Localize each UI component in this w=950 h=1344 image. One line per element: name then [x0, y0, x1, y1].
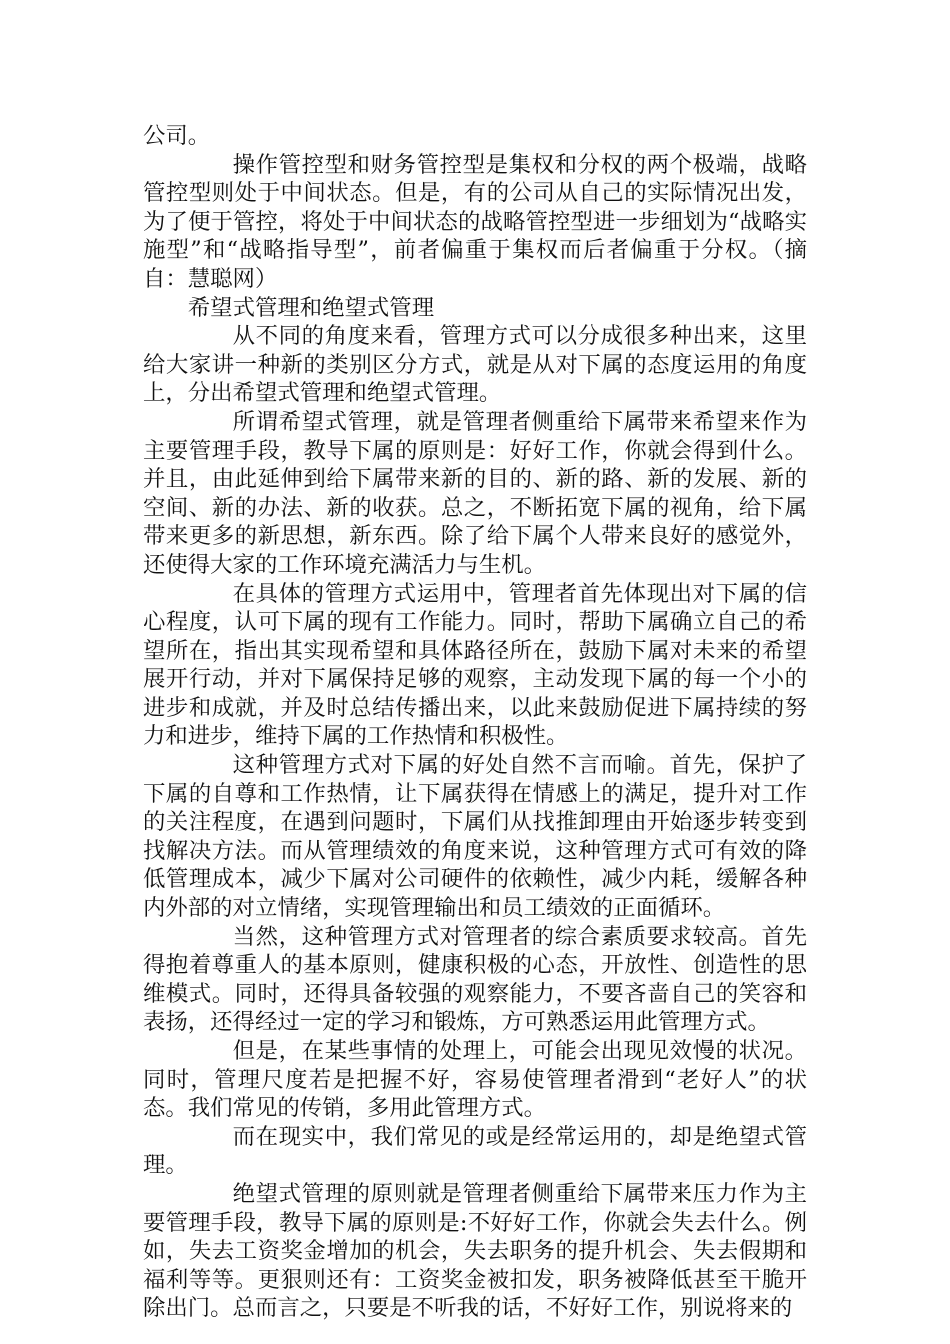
paragraph-hope-benefits: 这种管理方式对下属的好处自然不言而喻。首先，保护了下属的自尊和工作热情，让下属获得在情感上的满足，提升对工作的关注程度，在遇到问题时，下属们从找推卸理由开始逐步转变到找解决方法。而从管理绩效的角度来说，这种管理方式可有效的降低管理成本，减少下属对公司硬件的依赖性，减少内耗，缓解各种内外部的对立情绪，实现管理输出和员工绩效的正面循环。: [143, 752, 807, 922]
paragraph-hope-drawbacks: 但是，在某些事情的处理上，可能会出现见效慢的状况。同时，管理尺度若是把握不好，容易使管理者滑到“老好人”的状态。我们常见的传销，多用此管理方式。: [143, 1038, 807, 1122]
paragraph-control-types: 操作管控型和财务管控型是集权和分权的两个极端，战略管控型则处于中间状态。但是，有的公司从自己的实际情况出发，为了便于管控，将处于中间状态的战略管控型进一步细划为“战略实施型”和“战略指导型”，前者偏重于集权而后者偏重于分权。（摘自：慧聪网）: [143, 151, 807, 292]
paragraph-hope-definition: 所谓希望式管理，就是管理者侧重给下属带来希望来作为主要管理手段，教导下属的原则是：好好工作，你就会得到什么。并且，由此延伸到给下属带来新的目的、新的路、新的发展、新的空间、新的办法、新的收获。总之，不断拓宽下属的视角，给下属带来更多的新思想，新东西。除了给下属个人带来良好的感觉外，还使得大家的工作环境充满活力与生机。: [143, 408, 807, 578]
paragraph-company-end: 公司。: [143, 123, 211, 149]
section-heading: 希望式管理和绝望式管理: [187, 294, 435, 321]
paragraph-hope-practice: 在具体的管理方式运用中，管理者首先体现出对下属的信心程度，认可下属的现有工作能力。同时，帮助下属确立自己的希望所在，指出其实现希望和具体路径所在，鼓励下属对未来的希望展开行动，并对下属保持足够的观察，主动发现下属的每一个小的进步和成就，并及时总结传播出来，以此来鼓励促进下属持续的努力和进步，维持下属的工作热情和积极性。: [143, 580, 807, 750]
paragraph-reality: 而在现实中，我们常见的或是经常运用的，却是绝望式管理。: [143, 1123, 807, 1179]
document-page: [143, 122, 807, 1323]
paragraph-despair-definition: 绝望式管理的原则就是管理者侧重给下属带来压力作为主要管理手段，教导下属的原则是:不好好工作，你就会失去什么。例如，失去工资奖金增加的机会，失去职务的提升机会、失去假期和福利等等。更狠则还有：工资奖金被扣发，职务被降低甚至干脆开除出门。总而言之，只要是不听我的话，不好好工作，别说将来的: [143, 1180, 807, 1322]
paragraph-hope-requirements: 当然，这种管理方式对管理者的综合素质要求较高。首先得抱着尊重人的基本原则，健康积极的心态，开放性、创造性的思维模式。同时，还得具备较强的观察能力，不要吝啬自己的笑容和表扬，还得经过一定的学习和锻炼，方可熟悉运用此管理方式。: [143, 923, 807, 1036]
paragraph-intro: 从不同的角度来看，管理方式可以分成很多种出来，这里给大家讲一种新的类别区分方式，就是从对下属的态度运用的角度上，分出希望式管理和绝望式管理。: [143, 323, 807, 407]
